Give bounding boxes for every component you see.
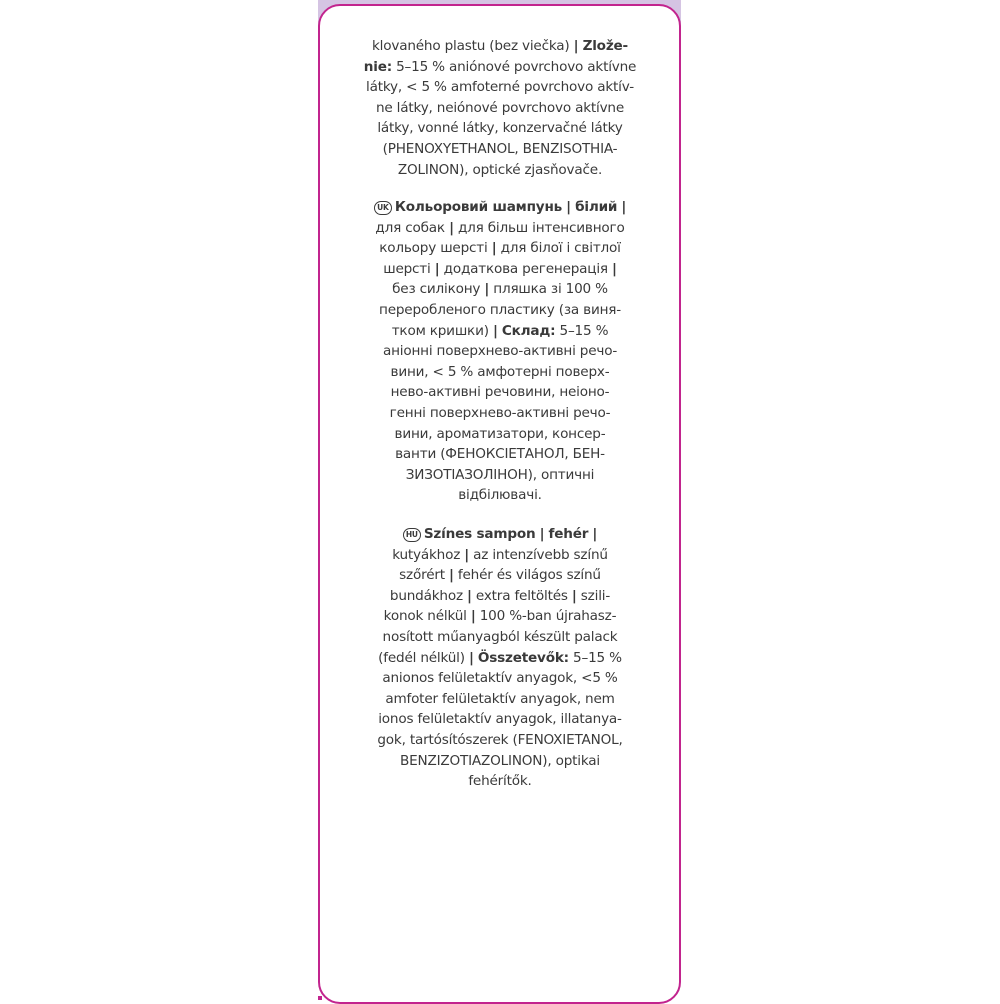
- uk-line-10: нево-активні речовини, неіоно-: [390, 384, 610, 401]
- sk-line-4: ne látky, neiónové povrchovo aktívne: [375, 99, 625, 116]
- hu-line-7: (fedél nélkül) | Összetevők: 5–15 %: [378, 649, 622, 666]
- uk-line-7: тком кришки) | Склад: 5–15 %: [391, 322, 609, 339]
- hu-line-3: szőrért | fehér és világos színű: [399, 567, 601, 584]
- uk-line-12: вини, ароматизатори, консер-: [394, 425, 606, 442]
- hu-line-12: BENZIZOTIAZOLINON), optikai: [400, 752, 600, 769]
- text-block-ukrainian: [345, 197, 655, 506]
- hu-product-title: Színes sampon: [423, 526, 536, 542]
- hu-line-8: anionos felületaktív anyagok, <5 %: [382, 670, 618, 687]
- sk-line-3: látky, < 5 % amfoterné povrchovo aktív-: [366, 79, 634, 96]
- uk-language-badge: UK: [374, 201, 392, 215]
- sk-line-6: (PHENOXYETHANOL, BENZISOTHIA-: [382, 140, 618, 157]
- uk-line-9: вини, < 5 % амфотерні поверх-: [390, 363, 610, 380]
- uk-composition-heading: Склад:: [501, 322, 556, 339]
- text-block-slovak: [345, 36, 655, 180]
- hu-line-6: nosított műanyagból készült palack: [382, 628, 618, 645]
- hu-line-9: amfoter felületaktív anyagok, nem: [385, 690, 615, 707]
- uk-line-15: відбілювачі.: [458, 487, 542, 504]
- uk-product-title: Кольоровий шампунь: [394, 199, 563, 215]
- hu-line-10: ionos felületaktív anyagok, illatanya-: [378, 711, 622, 728]
- uk-line-1: UK Кольоровий шампунь | білий |: [345, 197, 655, 218]
- uk-line-4: шерсті | додаткова регенерація |: [383, 260, 617, 277]
- sk-line-7: ZOLINON), optické zjasňovače.: [397, 161, 603, 178]
- hu-line-11: gok, tartósítószerek (FENOXIETANOL,: [377, 731, 623, 748]
- hu-line-2: kutyákhoz | az intenzívebb színű: [392, 546, 608, 563]
- sk-line-5: látky, vonné látky, konzervačné látky: [377, 120, 623, 137]
- hu-composition-heading: Összetevők:: [477, 649, 569, 666]
- uk-line-11: генні поверхнево-активні речо-: [389, 404, 611, 421]
- sk-line-2: nie: 5–15 % aniónové povrchovo aktívne: [363, 58, 637, 75]
- hu-line-1: HU Színes sampon | fehér |: [345, 524, 655, 545]
- uk-line-14: ЗИЗОТІАЗОЛІНОН), оптичні: [405, 466, 595, 483]
- uk-line-2: для собак | для більш інтенсивного: [375, 219, 625, 236]
- text-block-hungarian: [345, 524, 655, 792]
- sk-composition-heading: Zlože-: [582, 38, 628, 54]
- hu-language-badge: HU: [403, 528, 421, 542]
- hu-line-4: bundákhoz | extra feltöltés | szili-: [389, 587, 611, 604]
- uk-line-13: ванти (ФЕНОКСІЕТАНОЛ, БЕН-: [395, 446, 605, 463]
- uk-line-6: переробленого пластику (за виня-: [379, 301, 621, 318]
- uk-line-5: без силікону | пляшка зі 100 %: [392, 281, 608, 298]
- uk-line-8: аніонні поверхнево-активні речо-: [382, 343, 618, 360]
- hu-line-5: konok nélkül | 100 %-ban újrahasz-: [383, 608, 617, 625]
- sk-line-1: klovaného plastu (bez viečka) | Zlože-: [372, 38, 628, 54]
- label-edge-mark: [318, 996, 322, 1000]
- uk-line-3: кольору шерсті | для білої і світлої: [379, 240, 621, 257]
- hu-line-13: fehérítők.: [468, 773, 532, 790]
